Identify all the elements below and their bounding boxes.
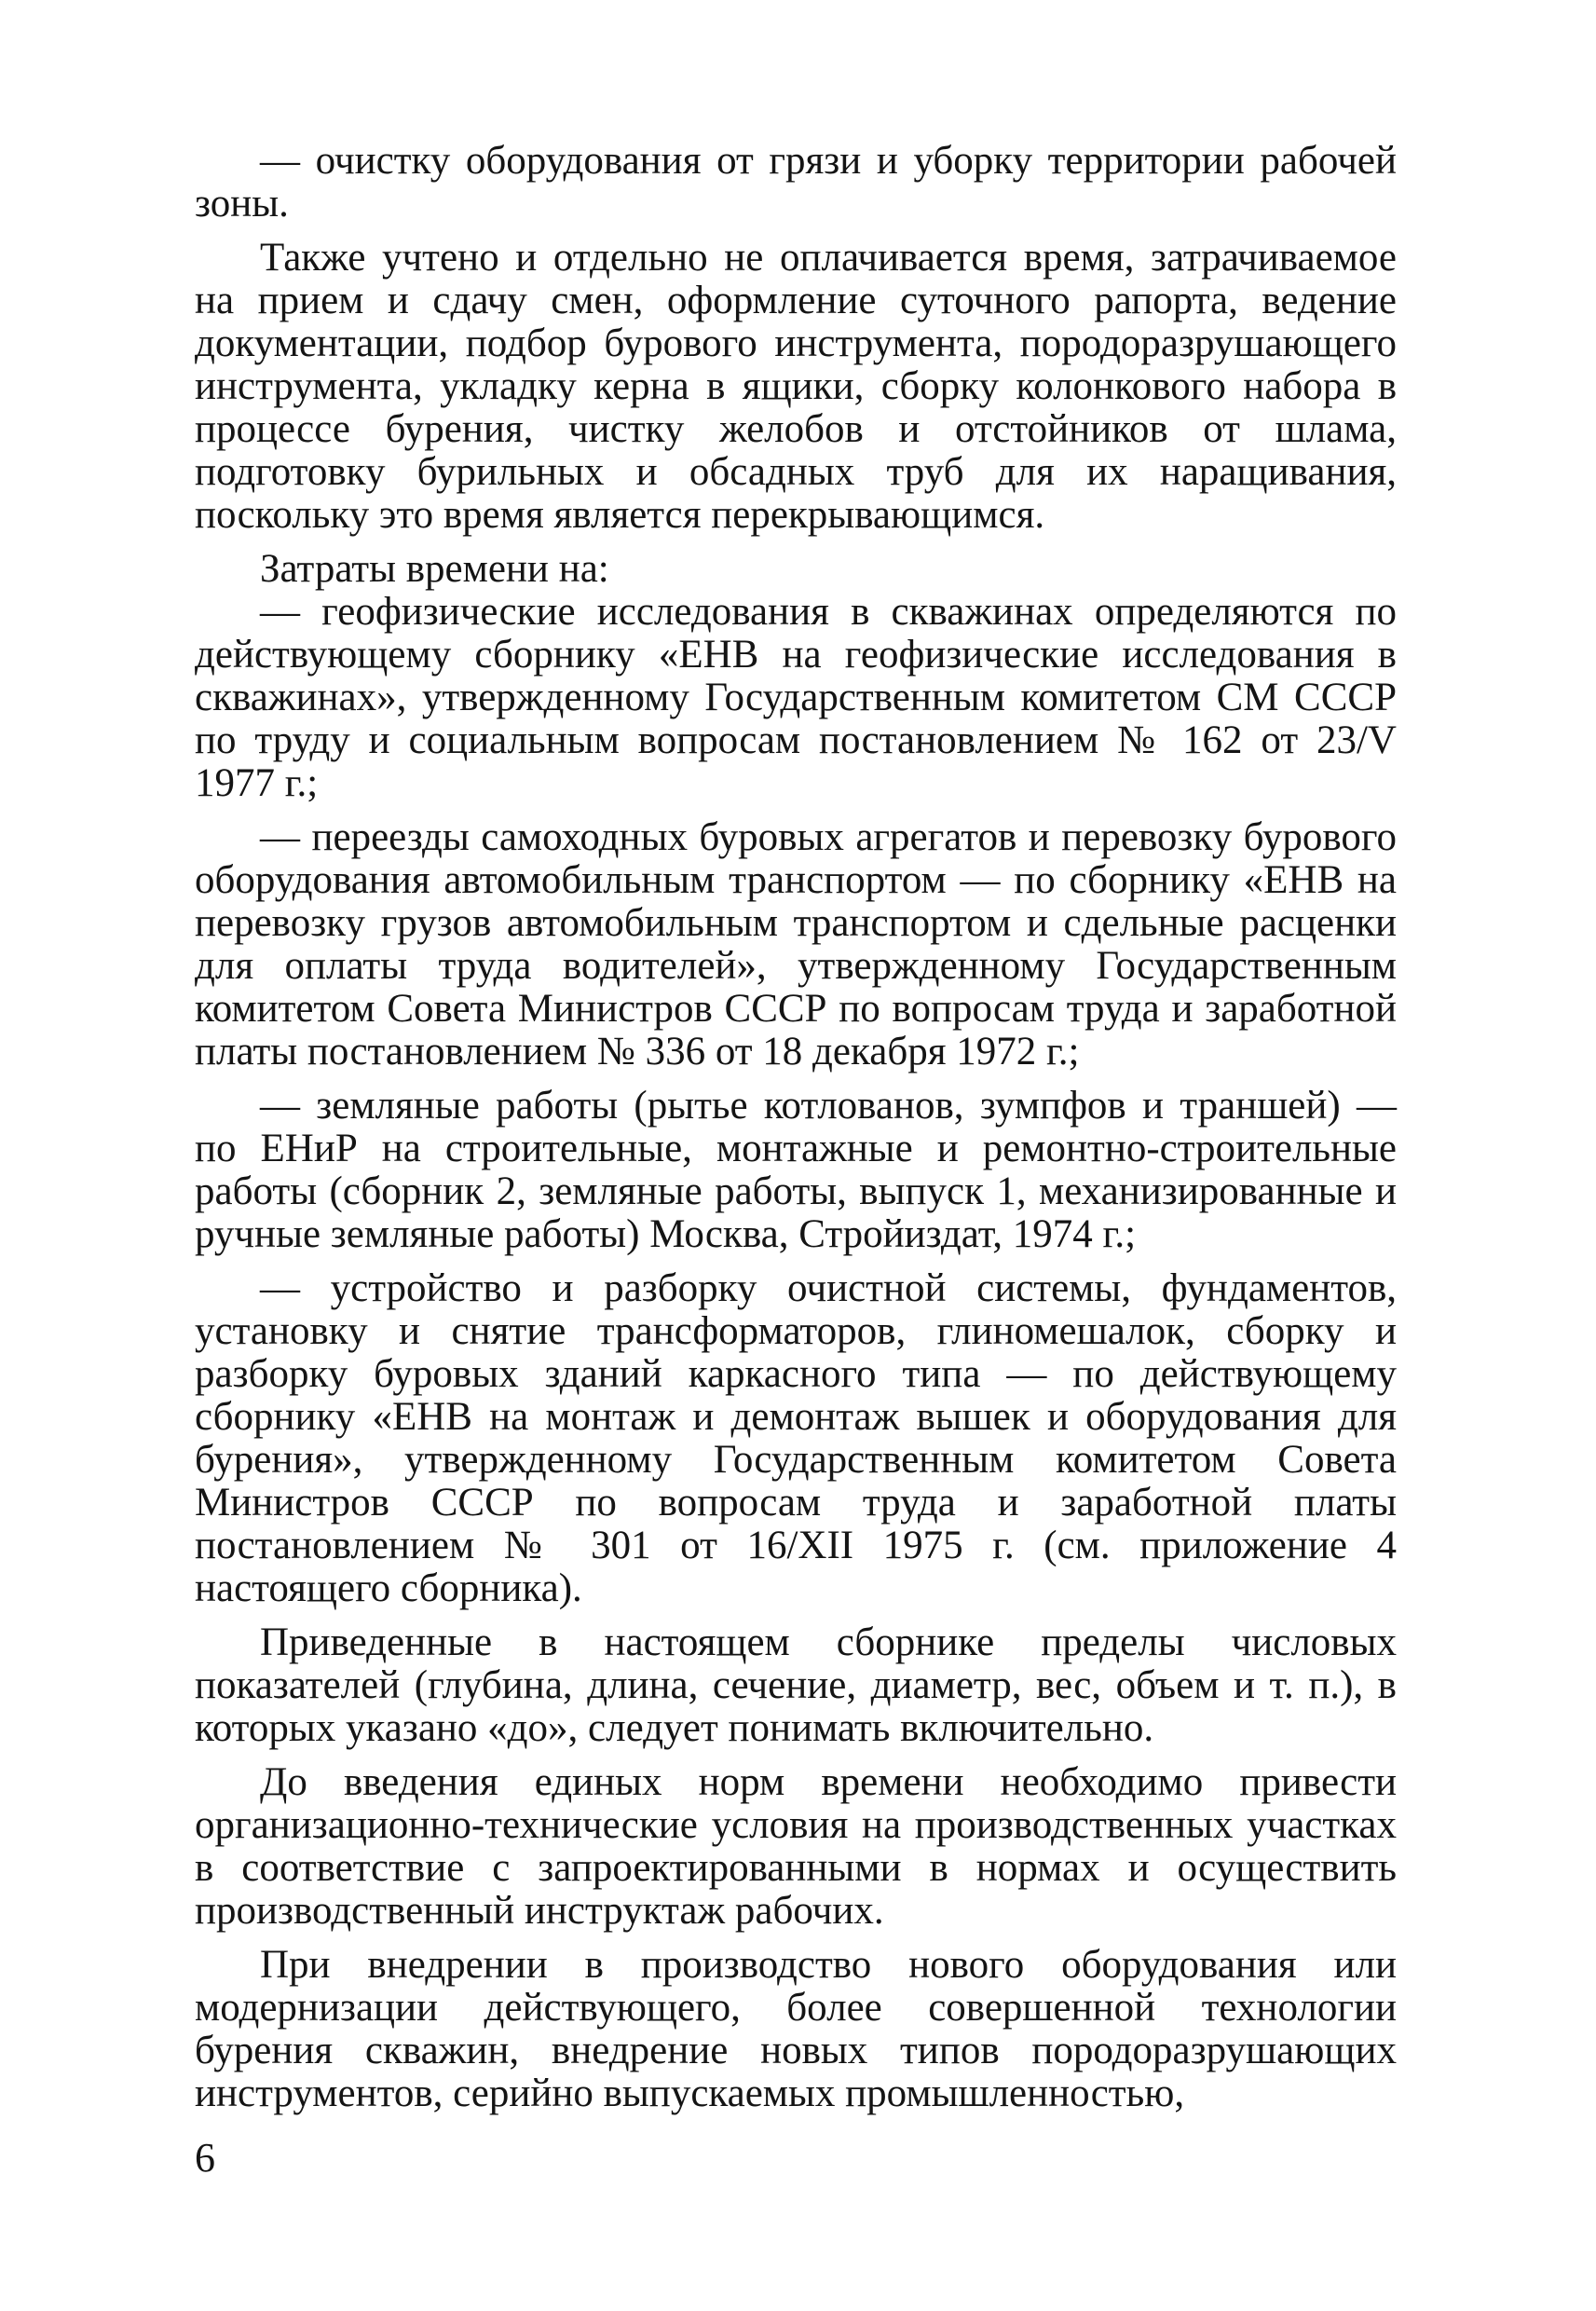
paragraph-norms-introduction: До введения единых норм времени необходимо привести организационно-технические условия на производственных участках в соответствие с запроектированными в нормах и осуществить производственный инструктаж рабочих. [195,1760,1397,1933]
paragraph-new-equipment: При внедрении в производство нового оборудования или модернизации действующего, более совершенной технологии бурения скважин, внедрение новых типов породоразрушающих инструментов, серийно выпускаемых промышленностью, [195,1943,1397,2115]
paragraph-time-costs-heading: Затраты времени на: [260,547,609,591]
paragraph-earthworks: — земляные работы (рытье котлованов, зумпфов и траншей) — по ЕНиР на строительные, монтажные и ремонтно-строительные работы (сборник 2, земляные работы, выпуск 1, механизированные и ручные земляные работы) Москва, Стройиздат, 1974 г.; [195,1084,1397,1256]
page-number: 6 [195,2135,215,2181]
document-body [195,140,1397,2115]
paragraph-equipment-cleaning: — очистку оборудования от грязи и уборку территории рабочей зоны. [195,139,1397,226]
paragraph-geophysical-research: — геофизические исследования в скважинах определяются по действующему сборнику «ЕНВ на геофизические исследования в скважинах», утвержденному Государственным комитетом СМ СССР по труду и социальным вопросам постановлением № 162 от 23/V 1977 г.; [195,590,1397,805]
paragraph-installation: — устройство и разборку очистной системы, фундаментов, установку и снятие трансформаторов, глиномешалок, сборку и разборку буровых зданий каркасного типа — по действующему сборнику «ЕНВ на монтаж и демонтаж вышек и оборудования для бурения», утвержденному Государственным комитетом Совета Министров СССР по вопросам труда и заработной платы постановлением № 301 от 16/XII 1975 г. (см. приложение 4 настоящего сборника). [195,1266,1397,1610]
paragraph-numeric-limits: Приведенные в настоящем сборнике пределы числовых показателей (глубина, длина, сечение, диаметр, вес, объем и т. п.), в которых указано «до», следует понимать включительно. [195,1620,1397,1750]
paragraph-included-time: Также учтено и отдельно не оплачивается время, затрачиваемое на прием и сдачу смен, оформление суточного рапорта, ведение документации, подбор бурового инструмента, породоразрушающего инструмента, укладку керна в ящики, сборку колонкового набора в процессе бурения, чистку желобов и отстойников от шлама, подготовку бурильных и обсадных труб для их наращивания, поскольку это время является перекрывающимся. [195,236,1397,537]
paragraph-transport: — переезды самоходных буровых агрегатов и перевозку бурового оборудования автомобильным транспортом — по сборнику «ЕНВ на перевозку грузов автомобильным транспортом и сдельные расценки для оплаты труда водителей», утвержденному Государственным комитетом Совета Министров СССР по вопросам труда и заработной платы постановлением № 336 от 18 декабря 1972 г.; [195,815,1397,1073]
